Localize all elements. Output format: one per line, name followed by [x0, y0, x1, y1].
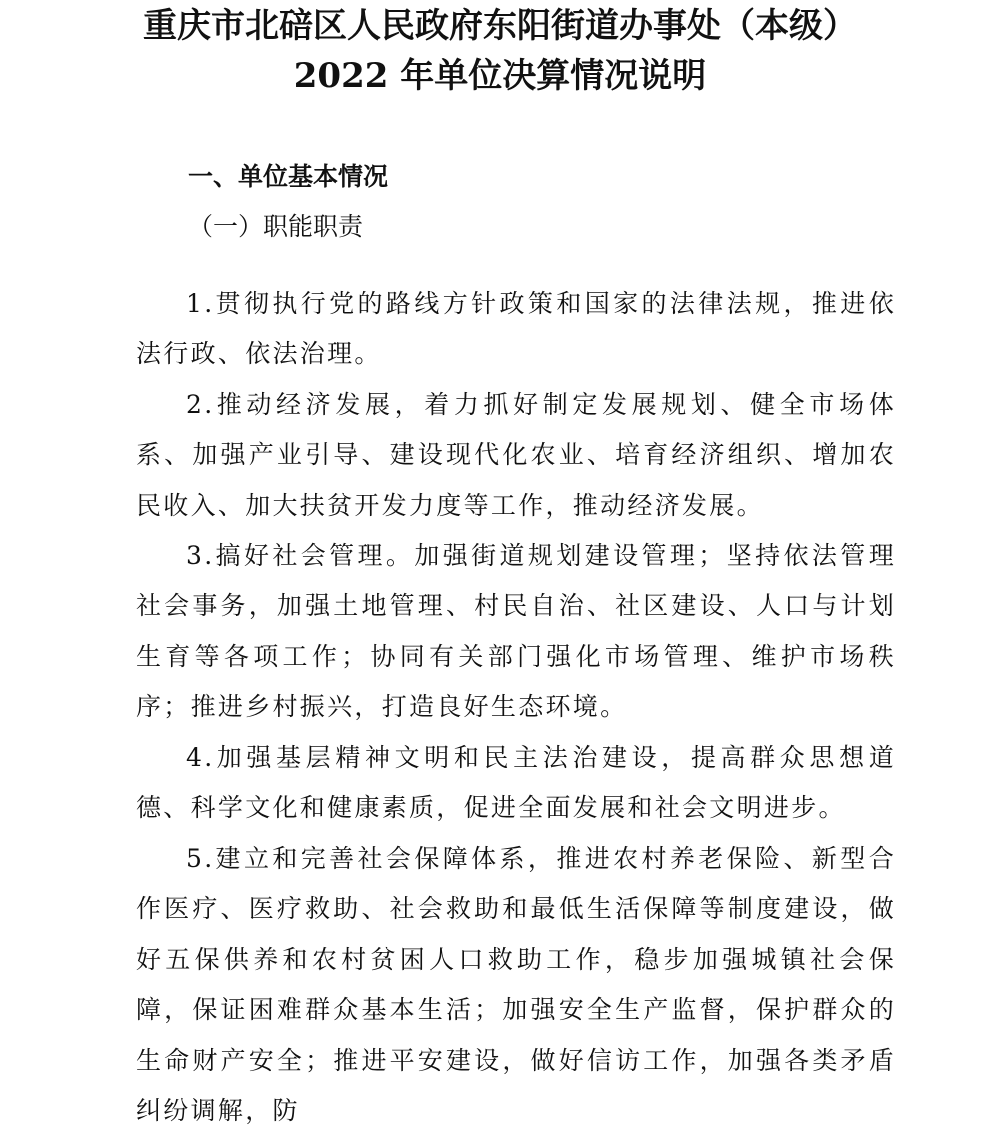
document-title-line-2: 2022 年单位决算情况说明 — [293, 56, 707, 96]
document-title-line-1: 重庆市北碚区人民政府东阳街道办事处（本级） — [143, 6, 857, 46]
duty-item-5: 5.建立和完善社会保障体系，推进农村养老保险、新型合作医疗、医疗救助、社会救助和最低生活保障等制度建设，做好五保供养和农村贫困人口救助工作，稳步加强城镇社会保障，保证困难群众基本生活；加强安全生产监督，保护群众的生命财产安全；推进平安建设，做好信访工作，加强各类矛盾纠纷调解，防 — [136, 844, 896, 1126]
duty-item-3: 3.搞好社会管理。加强街道规划建设管理；坚持依法管理社会事务，加强土地管理、村民自治、社区建设、人口与计划生育等各项工作；协同有关部门强化市场管理、维护市场秩序；推进乡村振兴，打造良好生态环境。 — [136, 541, 896, 722]
duty-item-1: 1.贯彻执行党的路线方针政策和国家的法律法规，推进依法行政、依法治理。 — [136, 289, 896, 369]
duty-item-2: 2.推动经济发展，着力抓好制定发展规划、健全市场体系、加强产业引导、建设现代化农业、培育经济组织、增加农民收入、加大扶贫开发力度等工作，推动经济发展。 — [136, 390, 896, 520]
duty-item-4: 4.加强基层精神文明和民主法治建设，提高群众思想道德、科学文化和健康素质，促进全面发展和社会文明进步。 — [136, 743, 896, 823]
subsection-heading: （一）职能职责 — [188, 212, 364, 241]
section-heading: 一、单位基本情况 — [188, 162, 389, 191]
